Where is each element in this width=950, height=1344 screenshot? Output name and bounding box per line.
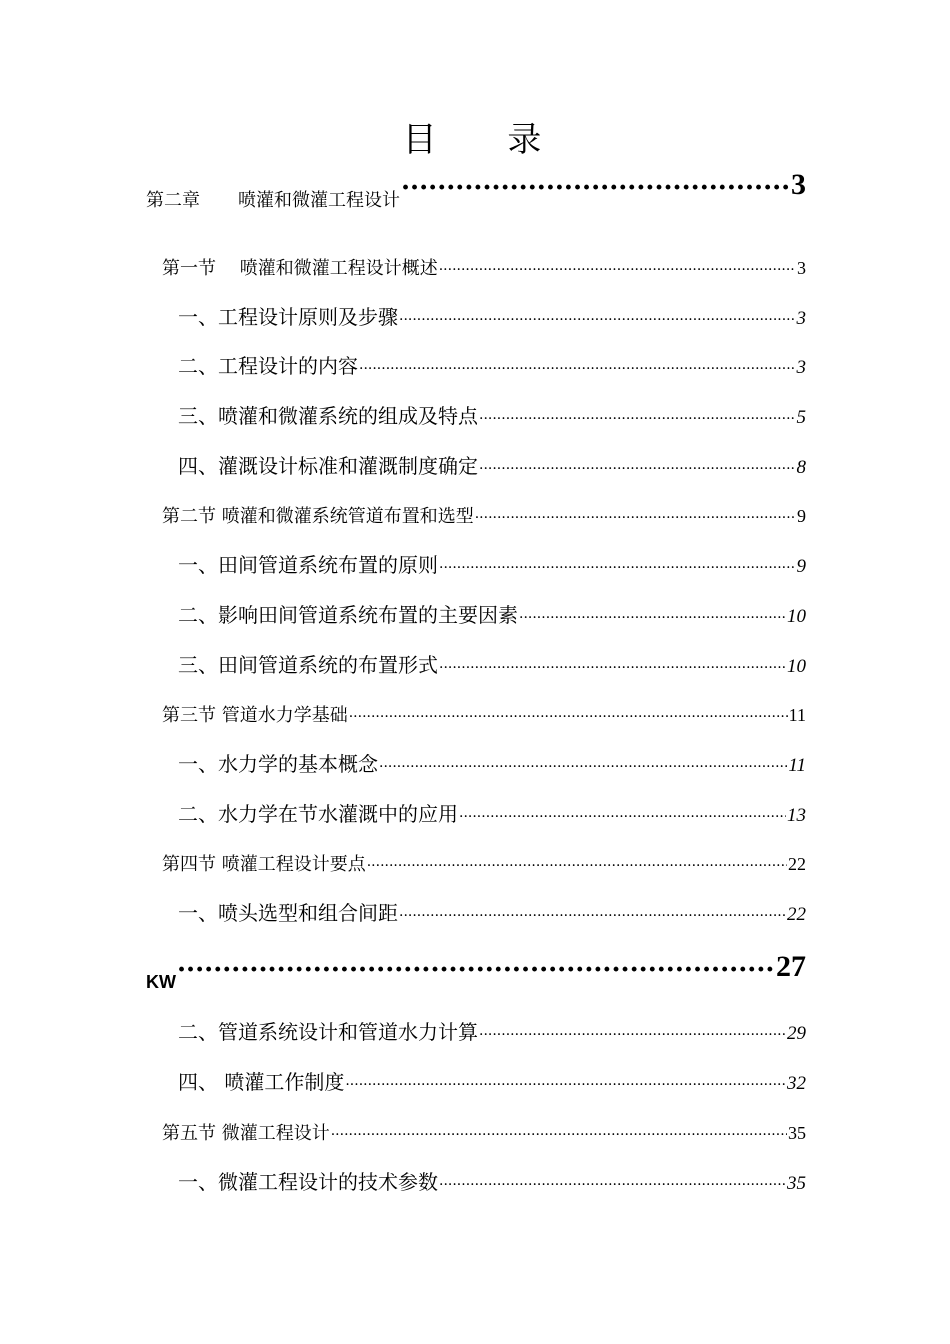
toc-entry-label: 一、田间管道系统布置的原则 <box>178 553 438 577</box>
toc-entry-item <box>178 450 806 479</box>
toc-leader-dots <box>475 510 796 526</box>
toc-page-number: 8 <box>796 457 806 478</box>
toc-entry-label: 第二章 喷灌和微灌工程设计 <box>146 190 400 211</box>
toc-entry-item <box>178 599 806 628</box>
toc-entry-label: 第四节 喷灌工程设计要点 <box>162 854 366 875</box>
toc-entry-label: 三、喷灌和微灌系统的组成及特点 <box>178 404 478 428</box>
toc-entry-label: 第三节 管道水力学基础 <box>162 705 348 726</box>
toc-page-number: 22 <box>788 854 806 874</box>
toc-entry-item <box>178 1166 806 1195</box>
toc-entry-section <box>162 850 806 876</box>
toc-entry-item <box>178 649 806 678</box>
toc-entry-item <box>178 549 806 578</box>
toc-entry-label: 第一节 喷灌和微灌工程设计概述 <box>162 258 438 279</box>
toc-entry-section <box>162 502 806 528</box>
toc-entry-label: 二、管道系统设计和管道水力计算 <box>178 1020 478 1044</box>
toc-leader-dots <box>439 660 786 676</box>
toc-leader-dots <box>401 175 790 201</box>
toc-leader-dots <box>379 759 787 775</box>
toc-leader-dots <box>399 908 786 924</box>
toc-page-number: 10 <box>787 656 806 677</box>
toc-entry-item <box>178 301 806 330</box>
toc-entry-item <box>178 1016 806 1045</box>
toc-entry-label: 二、水力学在节水灌溉中的应用 <box>178 802 458 826</box>
toc-leader-dots <box>519 610 786 626</box>
toc-entry-label: 一、喷头选型和组合间距 <box>178 901 398 925</box>
toc-leader-dots <box>177 957 775 983</box>
toc-page-number: 11 <box>788 705 806 725</box>
toc-leader-dots <box>459 809 786 825</box>
toc-entry-label: 四、 喷灌工作制度 <box>178 1070 345 1094</box>
toc-page-number: 35 <box>788 1123 806 1143</box>
toc-leader-dots <box>439 262 796 278</box>
toc-page-number: 22 <box>787 904 806 925</box>
toc-leader-dots <box>479 1027 786 1043</box>
toc-page-number: 35 <box>787 1173 806 1194</box>
toc-page-number: 3 <box>797 258 806 278</box>
toc-entry-label: 第五节 微灌工程设计 <box>162 1123 330 1144</box>
toc-leader-dots <box>367 858 787 874</box>
toc-entry-item <box>178 1066 806 1095</box>
toc-entry-label: 二、影响田间管道系统布置的主要因素 <box>178 603 518 627</box>
toc-page-number: 10 <box>787 606 806 627</box>
toc-entry-label: 一、工程设计原则及步骤 <box>178 305 398 329</box>
toc-entry-section <box>162 254 806 280</box>
toc-leader-dots <box>359 361 796 377</box>
toc-page-number: 3 <box>796 308 806 329</box>
toc-entry-label: 二、工程设计的内容 <box>178 354 358 378</box>
toc-entry-section <box>162 701 806 727</box>
toc-entry-item <box>178 798 806 827</box>
toc-page-number: 32 <box>787 1073 806 1094</box>
toc-page-number: 9 <box>797 506 806 526</box>
toc-entry-item <box>178 400 806 429</box>
toc-entry-section <box>162 1119 806 1145</box>
toc-leader-dots <box>345 1077 786 1093</box>
toc-page-number: 29 <box>787 1023 806 1044</box>
toc-leader-dots <box>349 709 788 725</box>
toc-page-number: 9 <box>796 556 806 577</box>
toc-entry-item <box>178 350 806 379</box>
toc-entry-label: 三、田间管道系统的布置形式 <box>178 653 438 677</box>
toc-page-number: 3 <box>791 168 806 201</box>
toc-entry-label: 第二节 喷灌和微灌系统管道布置和选型 <box>162 506 474 527</box>
toc-page-number: 13 <box>787 805 806 826</box>
toc-leader-dots <box>331 1127 787 1143</box>
toc-entry-label: 一、水力学的基本概念 <box>178 752 378 776</box>
toc-entry-chapter <box>146 168 806 214</box>
toc-page-number: 11 <box>788 755 806 776</box>
toc-page-number: 3 <box>796 357 806 378</box>
toc-leader-dots <box>479 461 796 477</box>
toc-page-number: 27 <box>776 950 806 983</box>
toc-leader-dots <box>439 560 796 576</box>
toc-page-number: 5 <box>796 407 806 428</box>
toc-entry-label: 一、微灌工程设计的技术参数 <box>178 1170 438 1194</box>
toc-entry-label: KW <box>146 972 176 992</box>
toc-entry-item <box>178 748 806 777</box>
toc-entry-label: 四、灌溉设计标准和灌溉制度确定 <box>178 454 478 478</box>
toc-entry-kw <box>146 950 806 996</box>
toc-title: 目 录 <box>402 120 572 160</box>
toc-leader-dots <box>479 411 796 427</box>
toc-leader-dots <box>399 312 796 328</box>
toc-entry-item <box>178 897 806 926</box>
toc-leader-dots <box>439 1177 786 1193</box>
